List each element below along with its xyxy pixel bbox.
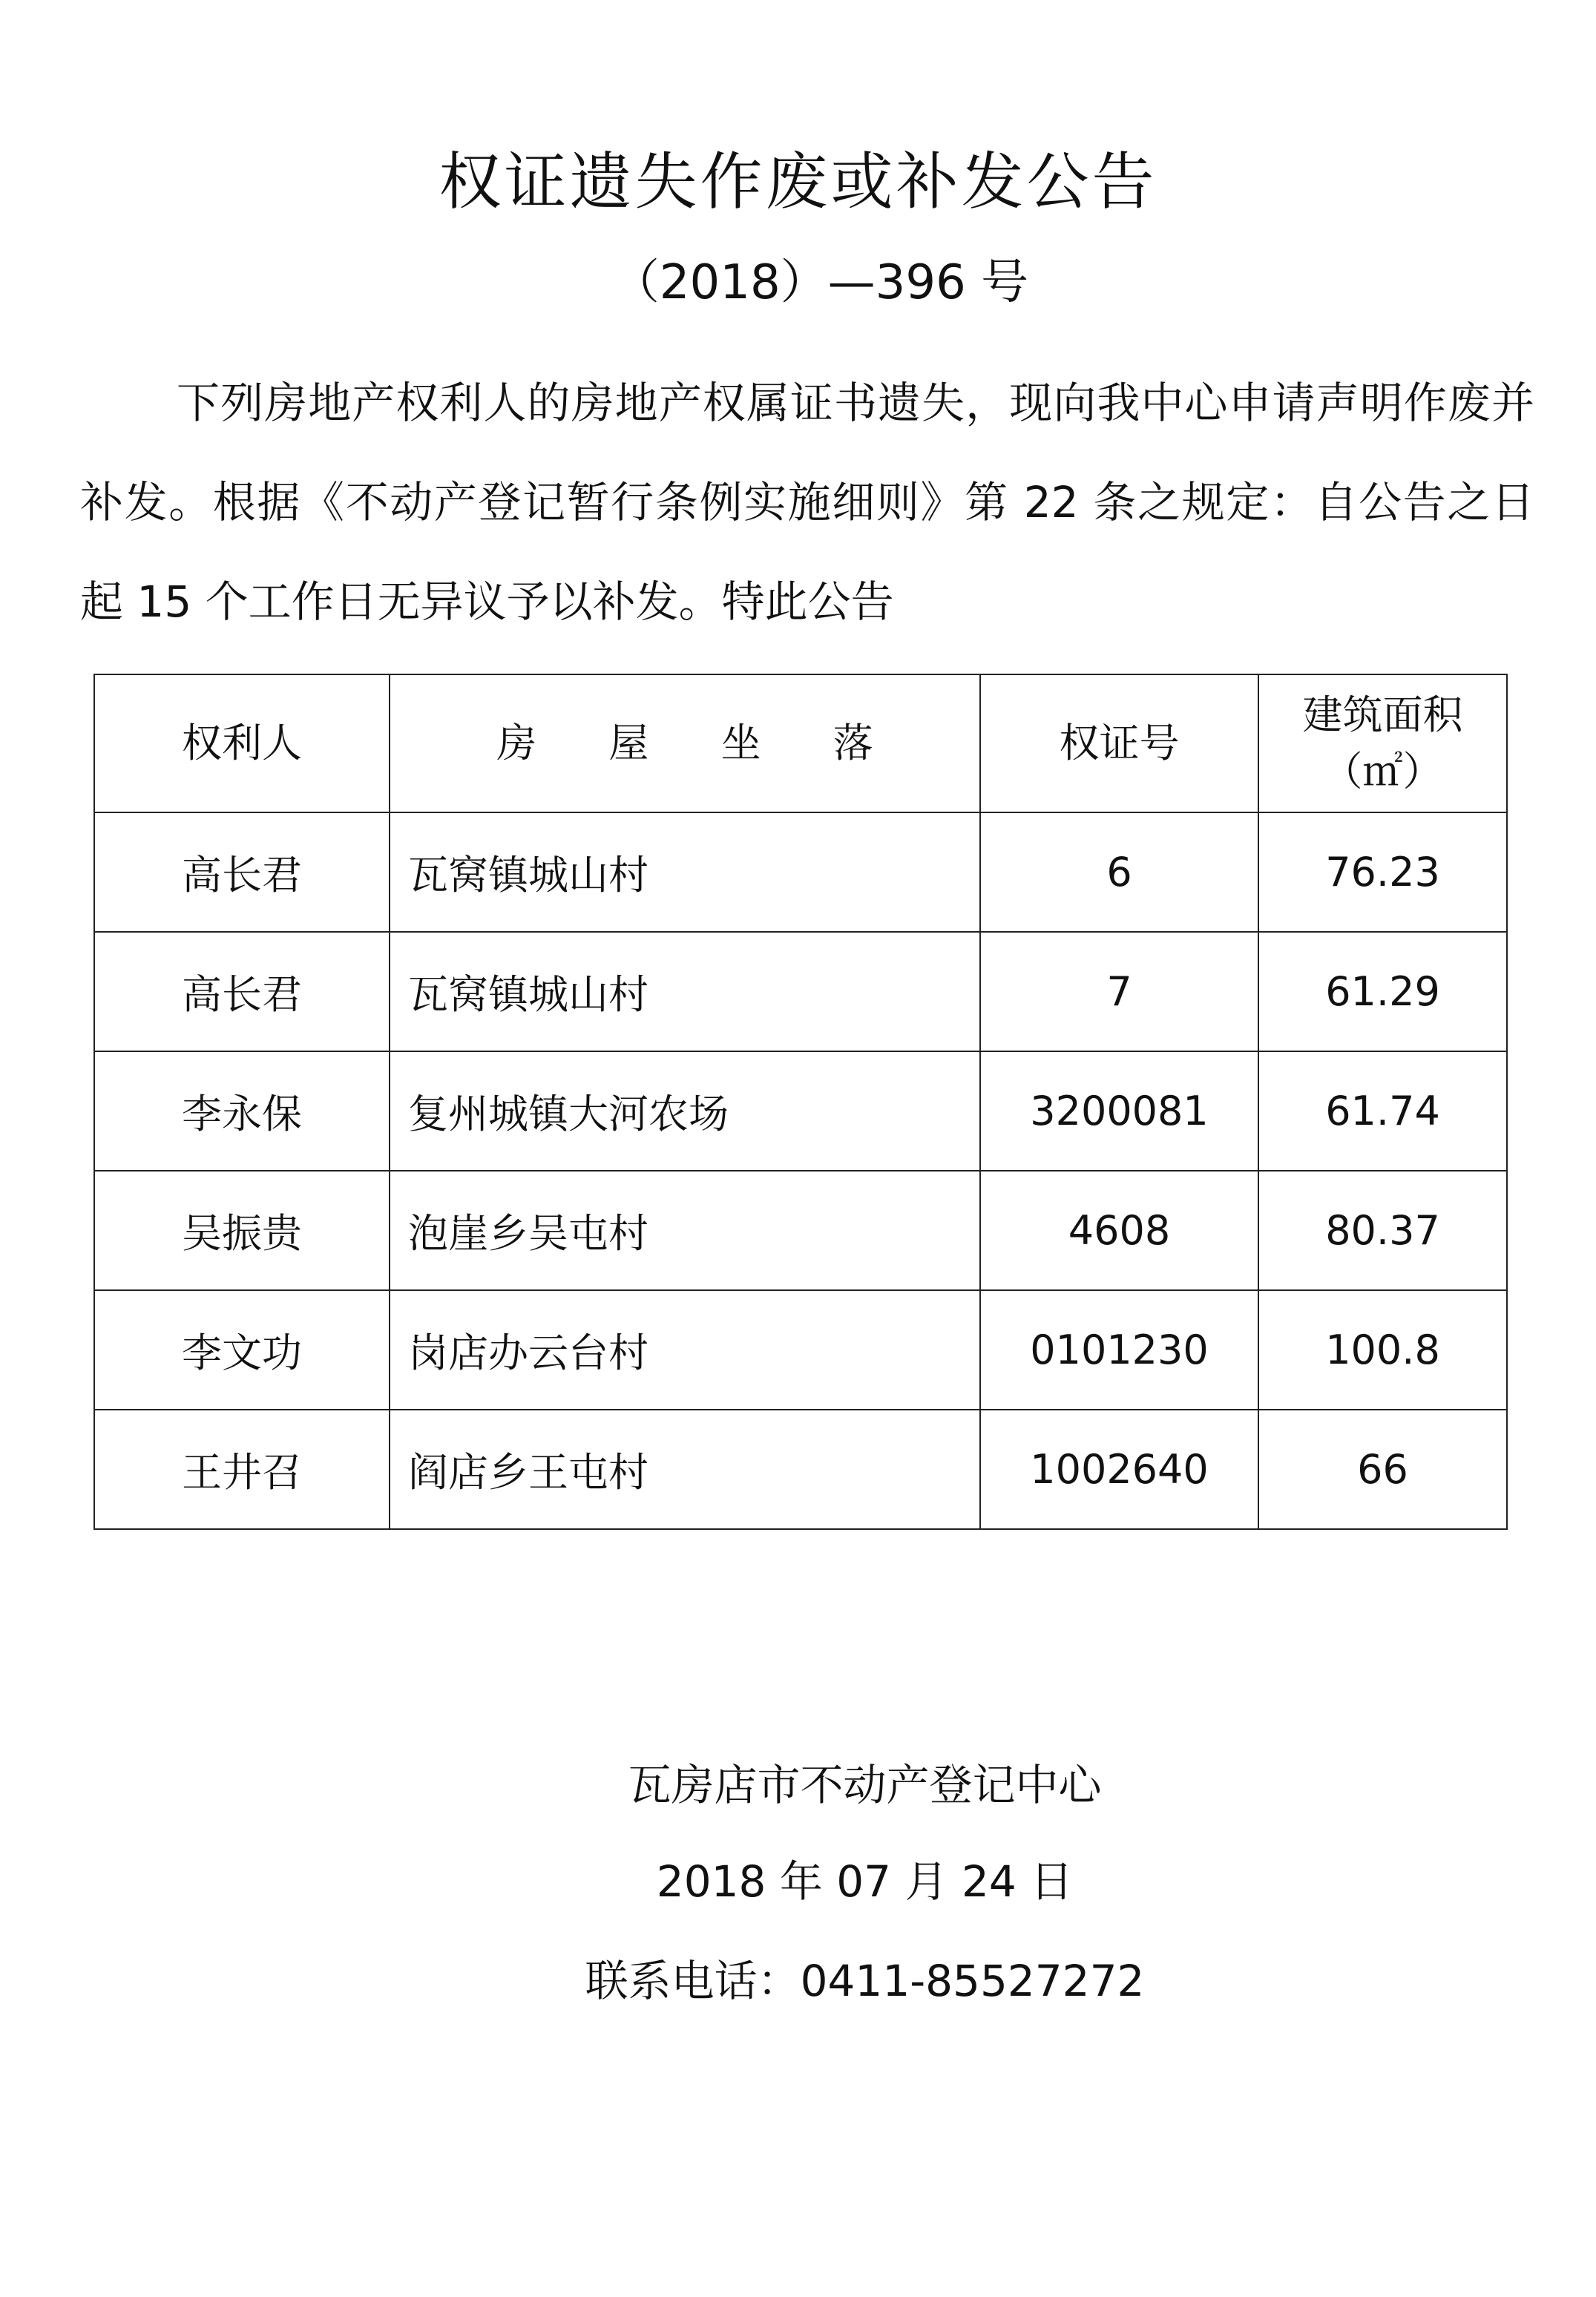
table-row	[94, 1410, 1507, 1529]
table-row	[94, 1171, 1507, 1290]
location-cell: 泡崖乡吴屯村	[390, 1171, 980, 1290]
table-row	[94, 1051, 1507, 1171]
owner-cell: 李文功	[94, 1290, 390, 1410]
location-cell: 岗店办云台村	[390, 1290, 980, 1410]
owner-cell: 王井召	[94, 1410, 390, 1529]
area-cell: 66	[1258, 1410, 1507, 1529]
issuer-name: 瓦房店市不动产登记中心	[628, 1760, 1102, 1810]
records-table	[93, 674, 1508, 1530]
location-cell: 复州城镇大河农场	[390, 1051, 980, 1171]
cert-no-cell: 7	[980, 932, 1258, 1051]
header-owner: 权利人	[94, 674, 390, 812]
header-area-label: 建筑面积	[1302, 691, 1463, 738]
notice-title: 权证遗失作废或补发公告	[439, 145, 1157, 218]
owner-cell: 高长君	[94, 812, 390, 932]
location-cell: 阎店乡王屯村	[390, 1410, 980, 1529]
owner-cell: 高长君	[94, 932, 390, 1051]
owner-cell: 李永保	[94, 1051, 390, 1171]
notice-body: 下列房地产权利人的房地产权属证书遗失，现向我中心申请声明作废并补发。根据《不动产登记暂行条例实施细则》第 22 条之规定：自公告之日起 15 个工作日无异议予以补发。特此公告	[80, 378, 1534, 627]
area-cell: 80.37	[1258, 1171, 1507, 1290]
table-row	[94, 1290, 1507, 1410]
cert-no-cell: 4608	[980, 1171, 1258, 1290]
header-area	[1258, 674, 1507, 812]
area-cell: 100.8	[1258, 1290, 1507, 1410]
table-row	[94, 812, 1507, 932]
area-cell: 76.23	[1258, 812, 1507, 932]
location-cell: 瓦窝镇城山村	[390, 932, 980, 1051]
cert-no-cell: 0101230	[980, 1290, 1258, 1410]
cert-no-cell: 1002640	[980, 1410, 1258, 1529]
contact-phone: 联系电话：0411-85527272	[585, 1956, 1145, 2006]
header-location: 房 屋 坐 落	[390, 674, 980, 812]
issue-date: 2018 年 07 月 24 日	[656, 1856, 1074, 1907]
owner-cell: 吴振贵	[94, 1171, 390, 1290]
cert-no-cell: 3200081	[980, 1051, 1258, 1171]
header-area-unit: （㎡）	[1322, 748, 1443, 795]
header-cert-no: 权证号	[980, 674, 1258, 812]
area-cell: 61.29	[1258, 932, 1507, 1051]
table-row	[94, 932, 1507, 1051]
notice-number: （2018）—396 号	[611, 255, 1029, 310]
location-cell: 瓦窝镇城山村	[390, 812, 980, 932]
cert-no-cell: 6	[980, 812, 1258, 932]
table-header-row	[94, 674, 1507, 812]
area-cell: 61.74	[1258, 1051, 1507, 1171]
